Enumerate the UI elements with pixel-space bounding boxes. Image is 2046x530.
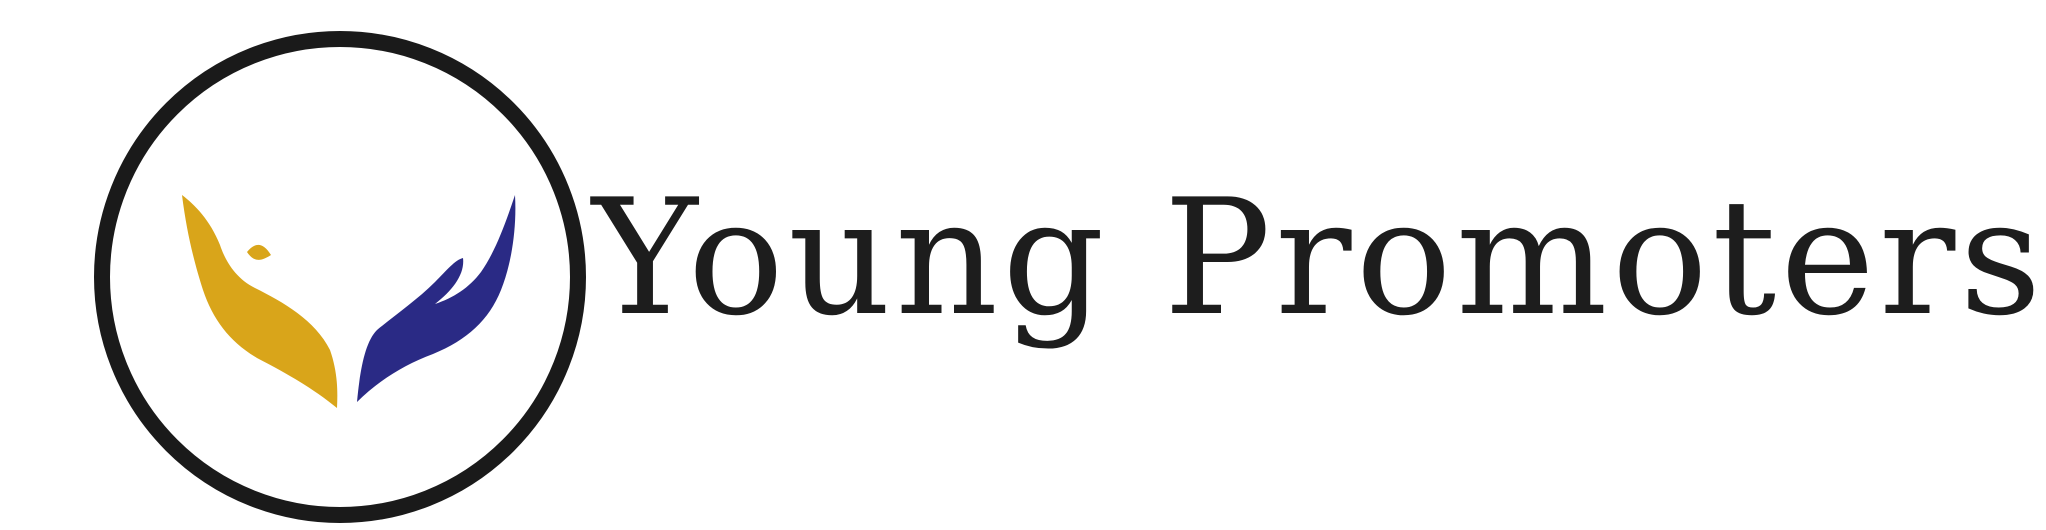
- brand-name: Young Promoters: [592, 164, 2046, 351]
- left-hand-icon: [182, 195, 337, 408]
- ring-icon: [102, 39, 578, 515]
- logo-emblem-icon: [85, 20, 595, 530]
- right-hand-icon: [357, 195, 515, 402]
